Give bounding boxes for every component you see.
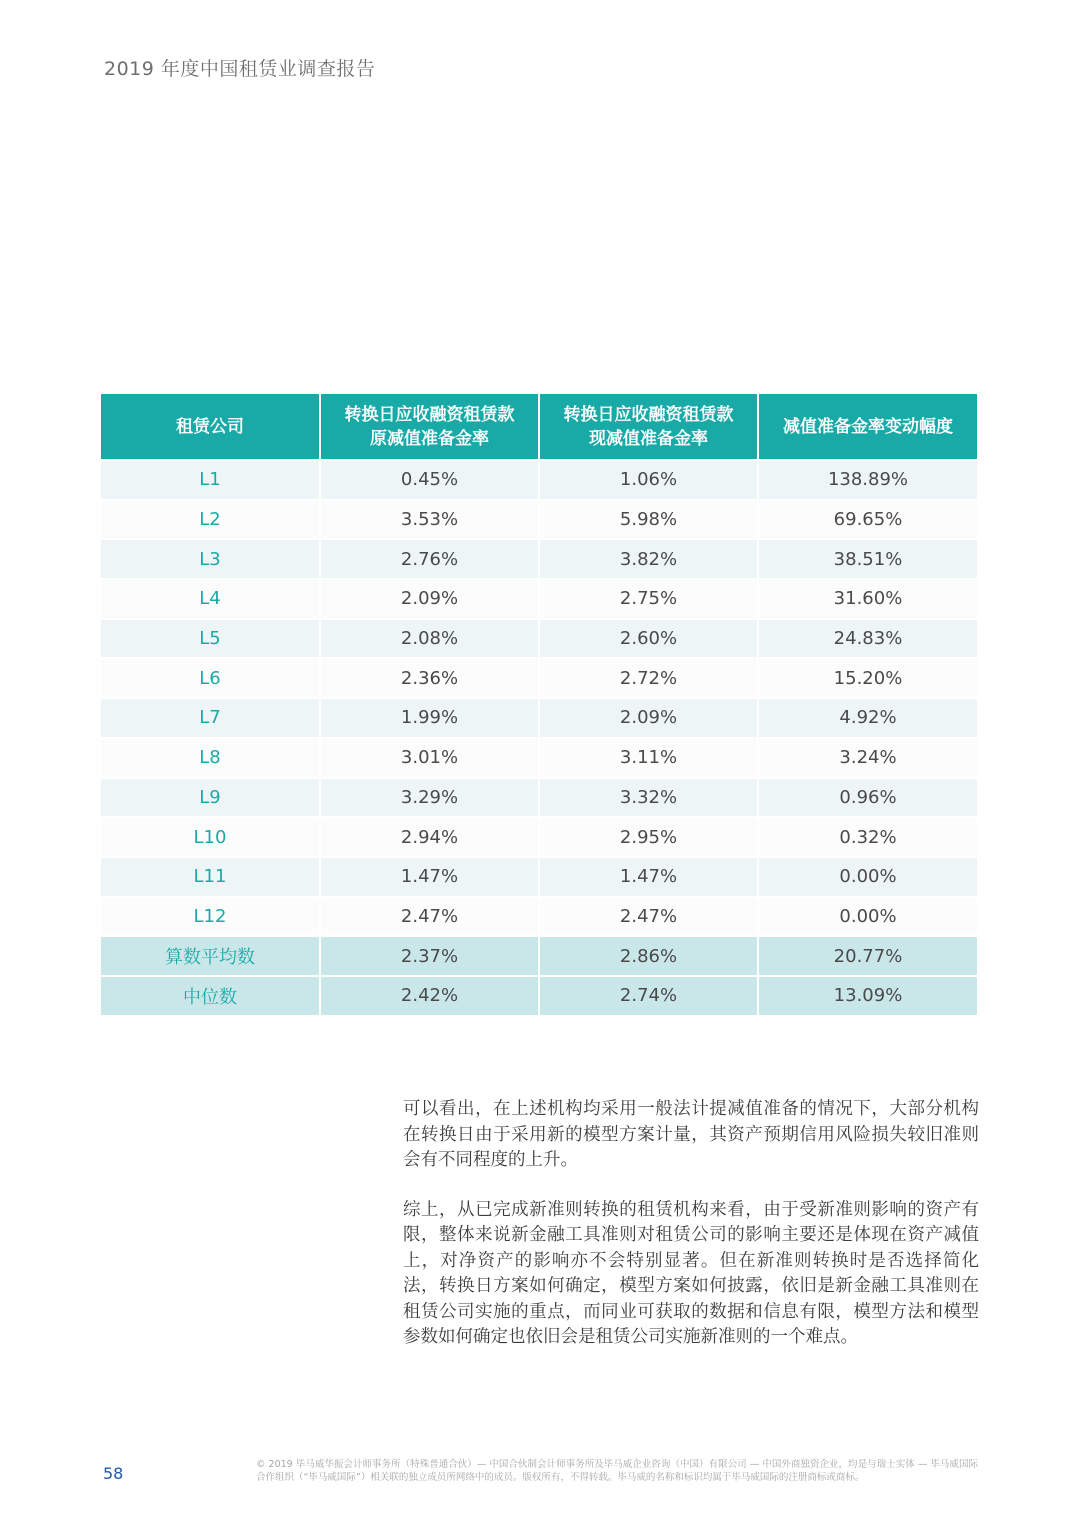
rate-cell: 2.47% bbox=[539, 897, 758, 937]
paragraph: 综上，从已完成新准则转换的租赁机构来看，由于受新准则影响的资产有限，整体来说新金融工具准则对租赁公司的影响主要还是体现在资产减值上，对净资产的影响亦不会特别显著。但在新准则转换时是否选择简化法，转换日方案如何确定，模型方案如何披露，依旧是新金融工具准则在租赁公司实施的重点，而同业可获取的数据和信息有限，模型方法和模型参数如何确定也依旧会是租赁公司实施新准则的一个难点。 bbox=[403, 1199, 979, 1347]
rate-cell: 1.99% bbox=[320, 698, 539, 738]
rate-cell: 69.65% bbox=[758, 500, 977, 540]
rate-cell: 2.75% bbox=[539, 579, 758, 619]
column-header-line: 转换日应收融资租赁款 bbox=[344, 404, 515, 425]
rate-cell: 2.95% bbox=[539, 817, 758, 857]
company-name-cell: L3 bbox=[101, 539, 320, 579]
rate-cell: 2.42% bbox=[320, 976, 539, 1015]
rate-cell: 3.53% bbox=[320, 500, 539, 540]
rate-cell: 0.00% bbox=[758, 897, 977, 937]
rate-cell: 2.94% bbox=[320, 817, 539, 857]
company-name-cell: L5 bbox=[101, 619, 320, 659]
rate-cell: 3.11% bbox=[539, 738, 758, 778]
rate-cell: 2.09% bbox=[539, 698, 758, 738]
company-name-cell: L1 bbox=[101, 460, 320, 500]
rate-cell: 4.92% bbox=[758, 698, 977, 738]
company-name-cell: L9 bbox=[101, 778, 320, 818]
rate-cell: 15.20% bbox=[758, 658, 977, 698]
rate-cell: 138.89% bbox=[758, 460, 977, 500]
rate-cell: 3.01% bbox=[320, 738, 539, 778]
rate-cell: 2.76% bbox=[320, 539, 539, 579]
rate-cell: 5.98% bbox=[539, 500, 758, 540]
rate-cell: 2.72% bbox=[539, 658, 758, 698]
company-name-cell: L12 bbox=[101, 897, 320, 937]
rate-cell: 38.51% bbox=[758, 539, 977, 579]
column-header-line: 转换日应收融资租赁款 bbox=[563, 404, 734, 425]
company-name-cell: L7 bbox=[101, 698, 320, 738]
company-name-cell: L8 bbox=[101, 738, 320, 778]
rate-cell: 2.37% bbox=[320, 936, 539, 976]
table-row bbox=[101, 460, 977, 500]
rate-cell: 0.96% bbox=[758, 778, 977, 818]
body-text bbox=[403, 1097, 979, 1375]
column-header bbox=[320, 394, 539, 460]
rate-cell: 3.24% bbox=[758, 738, 977, 778]
rate-cell: 2.47% bbox=[320, 897, 539, 937]
table-row bbox=[101, 897, 977, 937]
copyright-footer: © 2019 毕马威华振会计师事务所（特殊普通合伙）— 中国合伙制会计师事务所及毕马威企业咨询（中国）有限公司 — 中国外商独资企业，均是与瑞士实体 — 毕马威国际合作组织（“毕马威国际”）相关联的独立成员所网络中的成员。版权所有，不得转载。毕马威的名称和标识均属于毕马威国际的注册商标或商标。 bbox=[256, 1459, 978, 1483]
table-row bbox=[101, 539, 977, 579]
report-title: 2019 年度中国租赁业调查报告 bbox=[104, 58, 376, 80]
company-name-cell: 算数平均数 bbox=[101, 936, 320, 976]
rate-cell: 0.32% bbox=[758, 817, 977, 857]
table-row bbox=[101, 857, 977, 897]
rate-cell: 0.45% bbox=[320, 460, 539, 500]
rate-cell: 2.86% bbox=[539, 936, 758, 976]
rate-cell: 0.00% bbox=[758, 857, 977, 897]
company-name-cell: L6 bbox=[101, 658, 320, 698]
rate-cell: 13.09% bbox=[758, 976, 977, 1015]
company-name-cell: 中位数 bbox=[101, 976, 320, 1015]
company-name-cell: L2 bbox=[101, 500, 320, 540]
table-row bbox=[101, 738, 977, 778]
table-row bbox=[101, 817, 977, 857]
rate-cell: 1.47% bbox=[320, 857, 539, 897]
table-row bbox=[101, 698, 977, 738]
rate-cell: 2.36% bbox=[320, 658, 539, 698]
rate-cell: 2.08% bbox=[320, 619, 539, 659]
company-name-cell: L10 bbox=[101, 817, 320, 857]
paragraph: 可以看出，在上述机构均采用一般法计提减值准备的情况下，大部分机构在转换日由于采用新的模型方案计量，其资产预期信用风险损失较旧准则会有不同程度的上升。 bbox=[403, 1099, 979, 1170]
rate-cell: 1.47% bbox=[539, 857, 758, 897]
table-row bbox=[101, 579, 977, 619]
table-row bbox=[101, 500, 977, 540]
rate-cell: 2.60% bbox=[539, 619, 758, 659]
table-row bbox=[101, 936, 977, 976]
rate-cell: 20.77% bbox=[758, 936, 977, 976]
table-row bbox=[101, 976, 977, 1015]
rate-cell: 2.09% bbox=[320, 579, 539, 619]
column-header-line: 现减值准备金率 bbox=[589, 428, 708, 449]
rate-cell: 31.60% bbox=[758, 579, 977, 619]
rate-cell: 3.82% bbox=[539, 539, 758, 579]
table-row bbox=[101, 658, 977, 698]
table-header-row bbox=[101, 394, 977, 460]
column-header: 减值准备金率变动幅度 bbox=[758, 394, 977, 460]
company-name-cell: L4 bbox=[101, 579, 320, 619]
rate-cell: 2.74% bbox=[539, 976, 758, 1015]
column-header bbox=[539, 394, 758, 460]
company-name-cell: L11 bbox=[101, 857, 320, 897]
rate-cell: 3.32% bbox=[539, 778, 758, 818]
table-row bbox=[101, 619, 977, 659]
rate-cell: 24.83% bbox=[758, 619, 977, 659]
rate-cell: 3.29% bbox=[320, 778, 539, 818]
column-header: 租赁公司 bbox=[101, 394, 320, 460]
column-header-line: 原减值准备金率 bbox=[370, 428, 489, 449]
rate-cell: 1.06% bbox=[539, 460, 758, 500]
impairment-rate-table bbox=[101, 394, 977, 1015]
page-number: 58 bbox=[103, 1464, 124, 1483]
table-row bbox=[101, 778, 977, 818]
